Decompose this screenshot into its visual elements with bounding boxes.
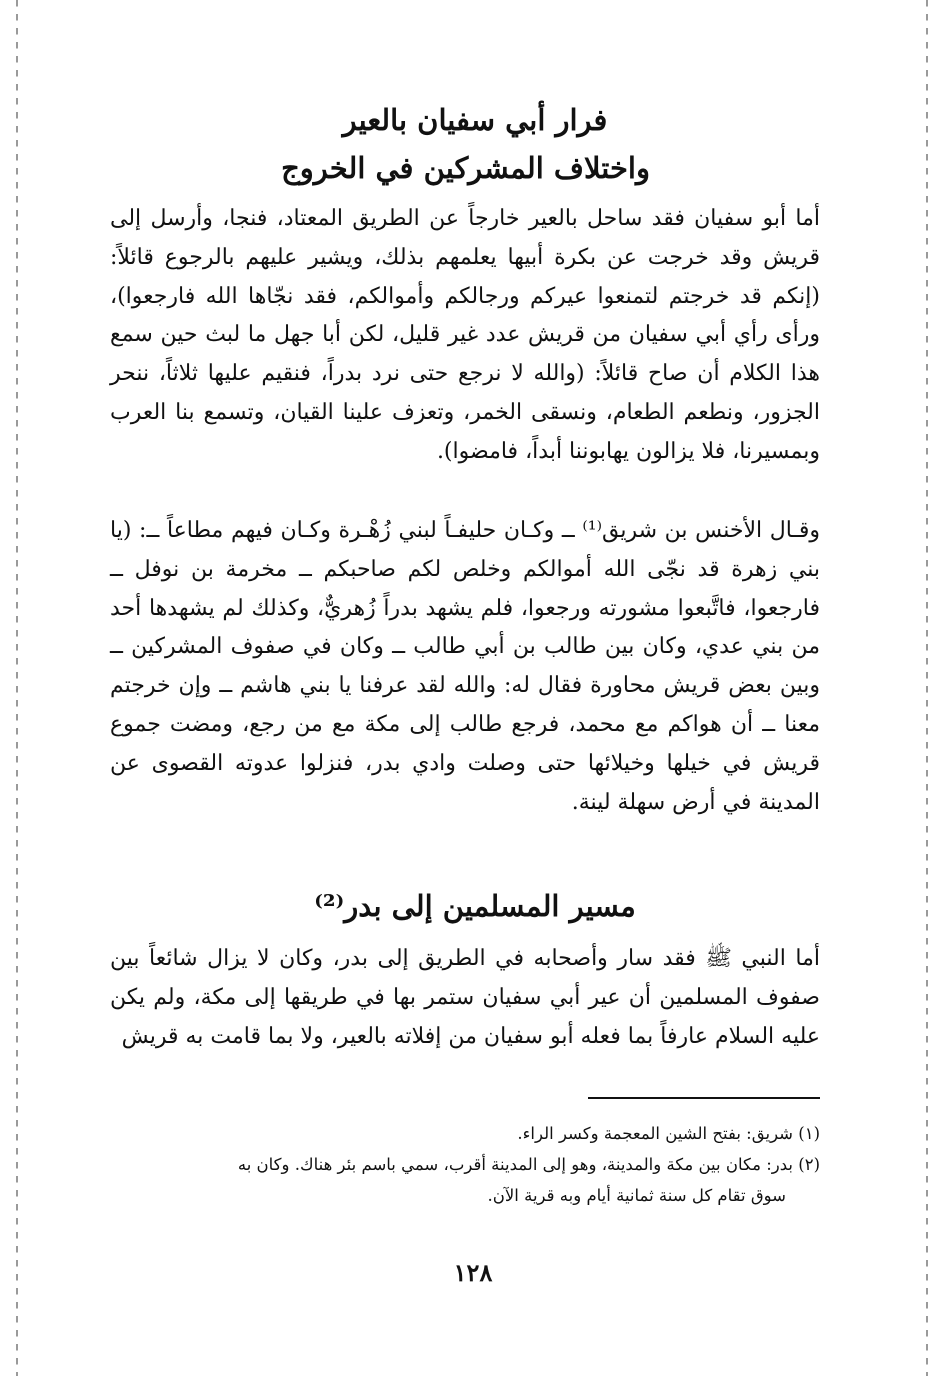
page-number: ١٢٨ [453, 1258, 493, 1287]
footnote-2-line-2: سوق تقام كل سنة ثمانية أيام وبه قرية الآن. [487, 1186, 786, 1205]
paragraph-prophet-march: أما النبي ﷺ فقد سار وأصحابه في الطريق إلى بدر، وكان لا يزال شائعاً بين صفوف المسلمين أن عير أبي سفيان ستمر بها في طريقها إلى مكة، ولم يكن عليه السلام عارفاً بما فعله أبو سفيان من إفلاته بالعير، ولا بما قامت به قريش [110, 946, 820, 1049]
footnote-1: (١) شريق: بفتح الشين المعجمة وكسر الراء. [517, 1124, 820, 1143]
left-margin-dotted-line [16, 0, 18, 1376]
footnote-2-line-1: (٢) بدر: مكان بين مكة والمدينة، وهو إلى المدينة أقرب، سمي باسم بئر هناك. وكان به [237, 1155, 820, 1174]
section-title-line-2: واختلاف المشركين في الخروج [281, 151, 650, 185]
right-margin-dotted-line [926, 0, 928, 1376]
paragraph-abu-sufyan: أما أبو سفيان فقد ساحل بالعير خارجاً عن الطريق المعتاد، فنجا، وأرسل إلى قريش وقد خرجت عن بكرة أبيها يعلمهم بذلك، ويشير عليهم بالرجوع قائلاً: (إنكم قد خرجتم لتمنعوا عيركم ورجالكم وأموالكم، فقد نجّاها الله فارجعوا)، ورأى رأي أبي سفيان من قريش عدد غير قليل، لكن أبا جهل ما لبث حين سمع هذا الكلام أن صاح قائلاً: (والله لا نرجع حتى نرد بدراً، فنقيم عليها ثلاثاً، ننحر الجزور، ونطعم الطعام، ونسقى الخمر، وتعزف علينا القيان، وتسمع بنا العرب وبمسيرنا، فلا يزالون يهابوننا أبداً، فامضوا). [110, 206, 820, 464]
footnote-separator [588, 1097, 820, 1099]
footnotes [106, 1118, 820, 1211]
paragraph-akhnas-ibn-shariq: وقـال الأخنس بن شريق⁽¹⁾ ــ وكـان حليفـاً لبني زُهْـرة وكـان فيهم مطاعاً ــ: (يا بني زهرة قد نجّى الله أموالكم وخلص لكم صاحبكم ــ مخرمة بن نوفل ــ فارجعوا، فاتَّبعوا مشورته ورجعوا، فلم يشهد بدراً زُهريٌّ، وكذلك لم يشهدها أحد من بني عدي، وكان بين طالب بن أبي طالب ــ وكان في صفوف المشركين ــ وبين بعض قريش محاورة فقال له: والله لقد عرفنا يا بني هاشم ــ وإن خرجتم معنا ــ أن هواكم مع محمد، فرجع طالب إلى مكة مع من رجع، ومضت جموع قريش في خيلها وخيلائها حتى وصلت وادي بدر، فنزلوا عدوته القصوى عن المدينة في أرض سهلة لينة. [110, 518, 821, 815]
section-title-march-to-badr: مسير المسلمين إلى بدر⁽²⁾ [314, 889, 636, 923]
section-title-line-1: فرار أبي سفيان بالعير [342, 103, 608, 137]
